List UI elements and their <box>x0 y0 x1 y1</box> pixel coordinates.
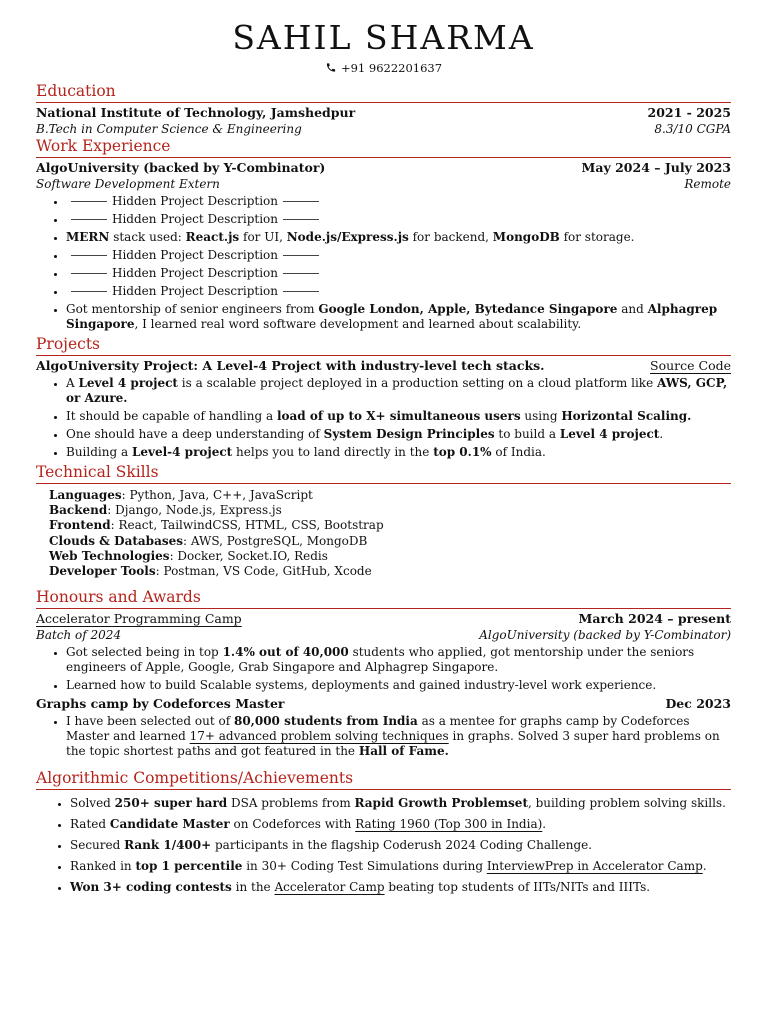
achievement-bullets <box>36 796 731 895</box>
project-bullets <box>36 376 731 460</box>
work-dates: May 2024 – July 2023 <box>581 160 731 175</box>
list-item: • Won 3+ coding contests in the Accelerator Camp beating top students of IITs/NITs and IIITs. <box>70 880 731 895</box>
section-title-education: Education <box>36 82 731 103</box>
camp-org: AlgoUniversity (backed by Y-Combinator) <box>479 628 731 643</box>
list-item: • Secured Rank 1/400+ participants in the flagship Coderush 2024 Coding Challenge. <box>70 838 731 853</box>
section-title-honours: Honours and Awards <box>36 588 731 609</box>
skill-row: Backend: Django, Node.js, Express.js <box>49 503 282 518</box>
section-title-skills: Technical Skills <box>36 463 731 484</box>
skill-row: Languages: Python, Java, C++, JavaScript <box>49 488 313 502</box>
section-title-achievements: Algorithmic Competitions/Achievements <box>36 769 731 790</box>
work-section <box>36 137 731 332</box>
skill-row: Web Technologies: Docker, Socket.IO, Redis <box>49 548 328 563</box>
graphs-camp-name: Graphs camp by Codeforces Master <box>36 696 285 712</box>
list-item: • It should be capable of handling a load of up to X+ simultaneous users using Horizontal Scaling. <box>66 409 731 424</box>
skill-row: Frontend: React, TailwindCSS, HTML, CSS, Bootstrap <box>49 518 384 533</box>
achievements-section <box>36 769 731 895</box>
cgpa: 8.3/10 CGPA <box>654 122 731 136</box>
list-item: • Hidden Project Description <box>66 212 731 227</box>
school-name: National Institute of Technology, Jamshedpur <box>36 105 356 120</box>
camp-name[interactable]: Accelerator Programming Camp <box>36 611 242 627</box>
skills-list <box>36 488 731 579</box>
section-title-projects: Projects <box>36 335 731 356</box>
list-item: • Hidden Project Description <box>66 248 731 263</box>
skill-row: Clouds & Databases: AWS, PostgreSQL, MongoDB <box>49 533 368 548</box>
camp1-bullets <box>36 645 731 693</box>
interviewprep-link[interactable]: InterviewPrep in Accelerator Camp <box>486 859 703 874</box>
honours-section <box>36 588 731 759</box>
project-name: AlgoUniversity Project: A Level-4 Project with industry-level tech stacks. <box>36 358 545 373</box>
job-role: Software Development Extern <box>36 177 220 191</box>
education-years: 2021 - 2025 <box>647 105 731 120</box>
degree: B.Tech in Computer Science & Engineering <box>36 122 302 136</box>
techniques-link[interactable]: 17+ advanced problem solving techniques <box>189 729 449 744</box>
camp2-bullets <box>36 714 731 759</box>
list-item: • Building a Level-4 project helps you to land directly in the top 0.1% of India. <box>66 445 731 460</box>
list-item: • Hidden Project Description <box>66 284 731 299</box>
phone-number[interactable]: +91 9622201637 <box>340 61 443 75</box>
list-item: • Learned how to build Scalable systems, deployments and gained industry-level work experience. <box>66 678 731 693</box>
list-item: • Got mentorship of senior engineers from Google London, Apple, Bytedance Singapore and Alphagrep Singapore, I learned real word software development and learned about scalability. <box>66 302 731 332</box>
accelerator-camp-link[interactable]: Accelerator Camp <box>274 880 385 895</box>
projects-section <box>36 335 731 460</box>
rating-link[interactable]: Rating 1960 (Top 300 in India) <box>355 817 543 832</box>
list-item: • I have been selected out of 80,000 students from India as a mentee for graphs camp by Codeforces Master and learned 17+ advanced problem solving techniques in graphs. Solved 3 super hard problems on the topic shortest paths and got featured in the Hall of Fame. <box>66 714 731 759</box>
education-section <box>36 82 731 137</box>
list-item: • Got selected being in top 1.4% out of 40,000 students who applied, got mentorship under the seniors engineers of Apple, Google, Grab Singapore and Alphagrep Singapore. <box>66 645 731 675</box>
section-title-work: Work Experience <box>36 137 731 158</box>
list-item: • A Level 4 project is a scalable project deployed in a production setting on a cloud platform like AWS, GCP, or Azure. <box>66 376 731 406</box>
camp-batch: Batch of 2024 <box>36 628 122 643</box>
list-item: • Rated Candidate Master on Codeforces with Rating 1960 (Top 300 in India). <box>70 817 731 832</box>
work-bullets <box>36 194 731 332</box>
graphs-camp-date: Dec 2023 <box>665 696 731 712</box>
phone-icon <box>325 61 341 75</box>
list-item: • Solved 250+ super hard DSA problems from Rapid Growth Problemset, building problem solving skills. <box>70 796 731 811</box>
source-code-link[interactable]: Source Code <box>650 358 731 373</box>
list-item: • Hidden Project Description <box>66 266 731 281</box>
list-item: • Ranked in top 1 percentile in 30+ Coding Test Simulations during InterviewPrep in Accelerator Camp. <box>70 859 731 874</box>
list-item: • One should have a deep understanding of System Design Principles to build a Level 4 project. <box>66 427 731 442</box>
work-location: Remote <box>684 177 731 191</box>
candidate-name: SAHIL SHARMA <box>232 18 535 57</box>
camp-dates: March 2024 – present <box>578 611 731 627</box>
list-item: • Hidden Project Description <box>66 194 731 209</box>
contact-line <box>36 60 731 76</box>
skill-row: Developer Tools: Postman, VS Code, GitHub, Xcode <box>49 564 372 579</box>
list-item: • MERN stack used: React.js for UI, Node.js/Express.js for backend, MongoDB for storage. <box>66 230 731 245</box>
company-name: AlgoUniversity (backed by Y-Combinator) <box>36 160 326 175</box>
skills-section <box>36 463 731 579</box>
